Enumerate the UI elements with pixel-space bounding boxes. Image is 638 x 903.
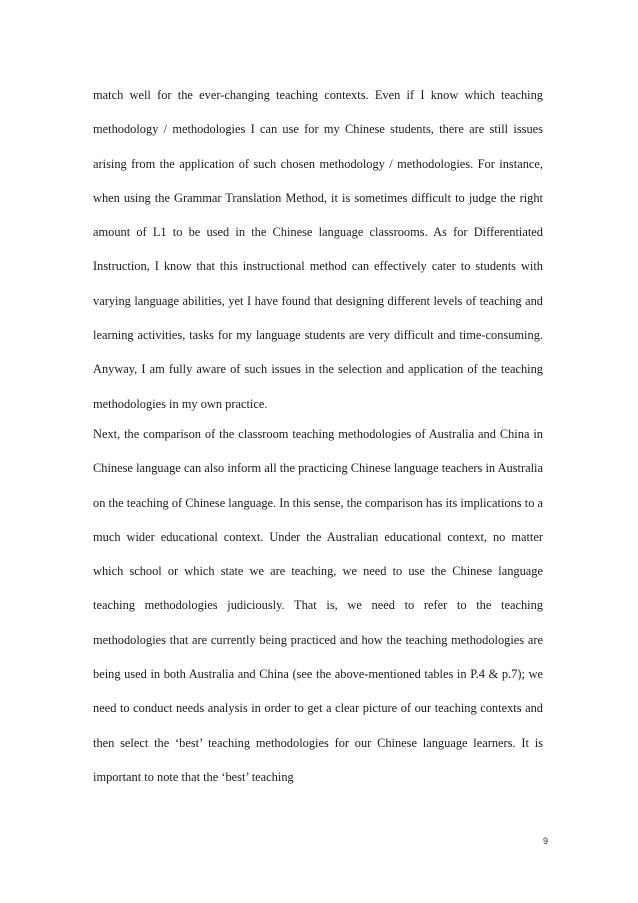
page-number: 9: [542, 836, 548, 846]
body-paragraph-2: Next, the comparison of the classroom teaching methodologies of Australia and China in Chinese language can also inform all the practicing Chinese language teachers in Australia on the teaching of Chinese language. In this sense, the comparison has its implications to a much wider educational context. Under the Australian educational context, no matter which school or which state we are teaching, we need to use the Chinese language teaching methodologies judiciously. That is, we need to refer to the teaching methodologies that are currently being practiced and how the teaching methodologies are being used in both Australia and China (see the above-mentioned tables in P.4 & p.7); we need to conduct needs analysis in order to get a clear picture of our teaching contexts and then select the ‘best’ teaching methodologies for our Chinese language learners. It is important to note that the ‘best’ teaching: [93, 427, 543, 784]
body-paragraph-1: match well for the ever-changing teaching contexts. Even if I know which teaching methodology / methodologies I can use for my Chinese students, there are still issues arising from the application of such chosen methodology / methodologies. For instance, when using the Grammar Translation Method, it is sometimes difficult to judge the right amount of L1 to be used in the Chinese language classrooms. As for Differentiated Instruction, I know that this instructional method can effectively cater to students with varying language abilities, yet I have found that designing different levels of teaching and learning activities, tasks for my language students are very difficult and time-consuming. Anyway, I am fully aware of such issues in the selection and application of the teaching methodologies in my own practice.: [93, 88, 543, 411]
